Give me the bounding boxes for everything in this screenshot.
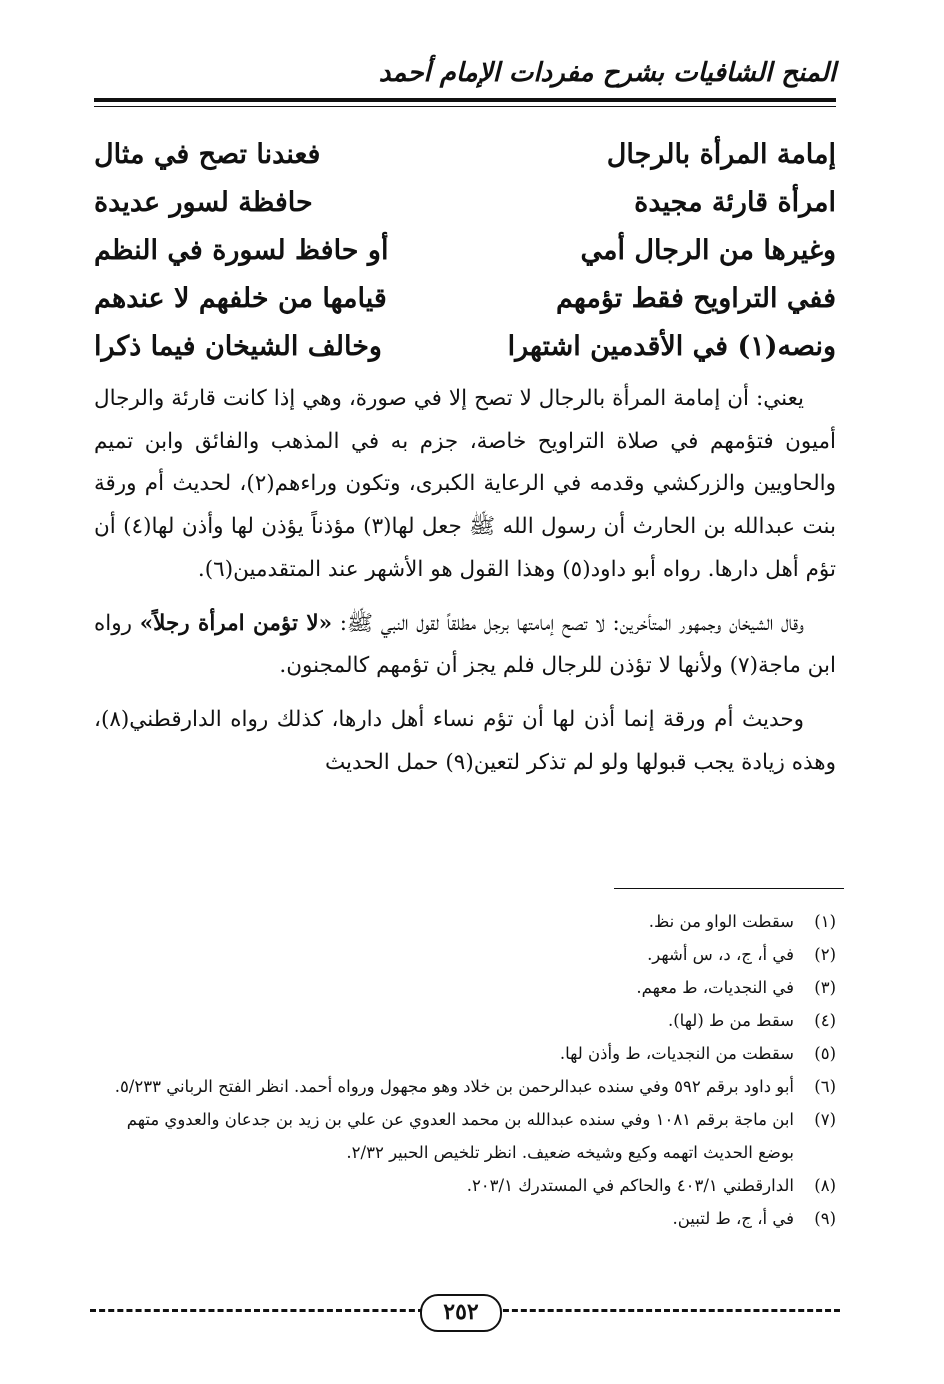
footnote-number: (٧) <box>814 1110 836 1129</box>
footnote-text: سقطت الواو من نظ. <box>648 912 794 931</box>
verse-line <box>94 274 836 322</box>
footnote-number: (٩) <box>814 1209 836 1228</box>
footnote <box>94 1202 836 1235</box>
footnote <box>94 1004 836 1037</box>
footnote <box>94 971 836 1004</box>
verse-second-hemistich: حافظة لسور عديدة <box>94 186 313 218</box>
verse-second-hemistich: فعندنا تصح في مثال <box>94 138 321 170</box>
footnote-number: (٨) <box>814 1176 836 1195</box>
running-head: المنح الشافيات بشرح مفردات الإمام أحمد <box>378 58 836 88</box>
footer-rule-right <box>494 1309 840 1312</box>
footnote-text: في أ، ج، ط لتبين. <box>672 1209 794 1228</box>
footnote <box>94 1103 836 1169</box>
verse-line <box>94 130 836 178</box>
verse-first-hemistich: ففي التراويح فقط تؤمهم <box>555 282 836 314</box>
verse-first-hemistich: وغيرها من الرجال أمي <box>580 234 836 266</box>
footnote-text: الدارقطني ٤٠٣/١ والحاكم في المستدرك ٢٠٣/١. <box>466 1176 794 1195</box>
verse-line <box>94 226 836 274</box>
verse-second-hemistich: قيامها من خلفهم لا عندهم <box>94 282 387 314</box>
footnote-text: في النجديات، ط معهم. <box>636 978 794 997</box>
footnote <box>94 938 836 971</box>
paragraph-text: رواه ابن ماجة(٧) ولأنها لا تؤذن للرجال فلم يجز أن تؤمهم كالمجنون. <box>94 610 836 679</box>
footnote-number: (٣) <box>814 978 836 997</box>
verse-first-hemistich: إمامة المرأة بالرجال <box>606 138 836 170</box>
footnote <box>94 1169 836 1202</box>
verse-line <box>94 322 836 370</box>
footnote-separator <box>614 888 844 889</box>
verse-second-hemistich: وخالف الشيخان فيما ذكرا <box>94 330 382 362</box>
footnote <box>94 905 836 938</box>
footnote-number: (١) <box>814 912 836 931</box>
footnote <box>94 1037 836 1070</box>
commentary-paragraph: وحديث أم ورقة إنما أذن لها أن تؤم نساء أهل دارها، كذلك رواه الدارقطني(٨)، وهذه زيادة يجب قبولها ولو لم تذكر لتعين(٩) حمل الحديث <box>94 706 836 775</box>
verse-line <box>94 178 836 226</box>
footnote-number: (٤) <box>814 1011 836 1030</box>
footnote-text: أبو داود برقم ٥٩٢ وفي سنده عبدالرحمن بن خلاد وهو مجهول ورواه أحمد. انظر الفتح الرباني ٥/٢٣٣. <box>114 1077 794 1096</box>
footnote-text: سقط من ط (لها). <box>667 1011 794 1030</box>
hadith-quote: «لا تؤمن امرأة رجلاً» <box>139 610 333 636</box>
header-rule-thin <box>94 106 836 107</box>
verse-first-hemistich: ونصه(١) في الأقدمين اشتهرا <box>507 330 836 362</box>
footnotes <box>94 905 836 1235</box>
footnote-text: ابن ماجة برقم ١٠٨١ وفي سنده عبدالله بن محمد العدوي عن علي بن زيد بن جدعان والعدوي متهم بوضع الحديث اتهمه وكيع وشيخه ضعيف. انظر تلخيص الحبير ٢/٣٢. <box>126 1110 794 1162</box>
poem-verses <box>94 130 836 370</box>
page-number: ٢٥٢ <box>420 1294 502 1332</box>
footnote <box>94 1070 836 1103</box>
footnote-text: في أ، ج، د، س أشهر. <box>647 945 794 964</box>
header-rule <box>94 98 836 102</box>
paragraph-text: وقال الشيخان وجمهور المتأخرين: لا تصح إمامتها برجل مطلقاً لقول النبي ﷺ: <box>332 610 804 636</box>
commentary-paragraph <box>94 603 836 688</box>
commentary-paragraph: يعني: أن إمامة المرأة بالرجال لا تصح إلا في صورة، وهي إذا كانت قارئة والرجال أميون فتؤمهم في صلاة التراويح خاصة، جزم به في المذهب والفائق وابن تميم والحاويين والزركشي وقدمه في الرعاية الكبرى، وتكون وراءهم(٢)، لحديث أم ورقة بنت عبدالله بن الحارث أن رسول الله ﷺ جعل لها(٣) مؤذناً يؤذن لها وأذن لها(٤) أن تؤم أهل دارها. رواه أبو داود(٥) وهذا القول هو الأشهر عند المتقدمين(٦). <box>94 386 836 582</box>
verse-first-hemistich: امرأة قارئة مجيدة <box>634 186 836 218</box>
footnote-number: (٦) <box>814 1077 836 1096</box>
commentary-text <box>94 378 836 795</box>
footnote-number: (٥) <box>814 1044 836 1063</box>
footnote-number: (٢) <box>814 945 836 964</box>
footer-rule-left <box>90 1309 424 1312</box>
footnote-text: سقطت من النجديات، ط وأذن لها. <box>559 1044 794 1063</box>
verse-second-hemistich: أو حافظ لسورة في النظم <box>94 234 389 266</box>
